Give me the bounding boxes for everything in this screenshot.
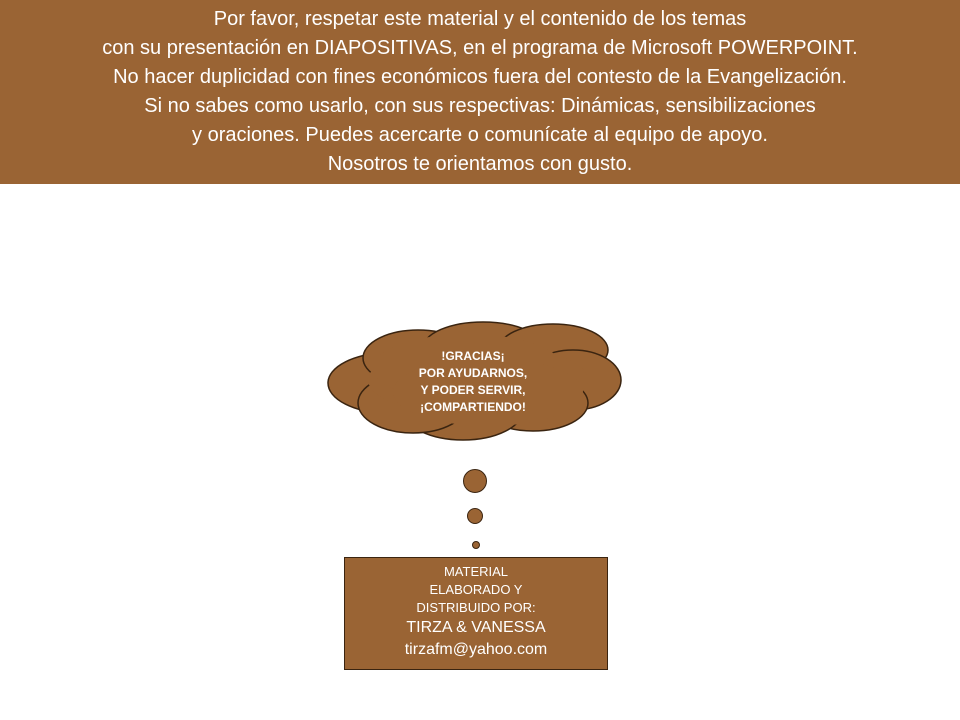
notice-line: y oraciones. Puedes acercarte o comunícate al equipo de apoyo. — [192, 124, 768, 146]
notice-line: Por favor, respetar este material y el contenido de los temas — [213, 8, 747, 30]
notice-line: No hacer duplicidad con fines económicos fuera del contesto de la Evangelización. — [113, 66, 847, 88]
credit-email: tirzafm@yahoo.com — [404, 641, 548, 658]
notice-line: con su presentación en DIAPOSITIVAS, en el programa de Microsoft POWERPOINT. — [102, 37, 858, 59]
notice-banner — [0, 0, 960, 184]
credit-box — [344, 557, 608, 670]
thought-bubble-large — [463, 469, 487, 493]
cloud-line: !GRACIAS¡ — [441, 349, 505, 363]
cloud-line: Y PODER SERVIR, — [420, 383, 526, 397]
credit-line: DISTRIBUIDO POR: — [416, 600, 536, 615]
cloud-line: ¡COMPARTIENDO! — [420, 400, 526, 414]
thought-bubble-small — [472, 541, 480, 549]
credit-line: ELABORADO Y — [429, 582, 523, 597]
thought-bubble-medium — [467, 508, 483, 524]
notice-line: Nosotros te orientamos con gusto. — [327, 153, 633, 175]
credit-authors: TIRZA & VANESSA — [406, 619, 546, 636]
notice-line: Si no sabes como usarlo, con sus respectivas: Dinámicas, sensibilizaciones — [144, 95, 816, 117]
credit-line: MATERIAL — [443, 564, 509, 579]
cloud-line: POR AYUDARNOS, — [418, 366, 528, 380]
cloud-message — [408, 348, 538, 416]
thought-cloud — [318, 318, 624, 444]
